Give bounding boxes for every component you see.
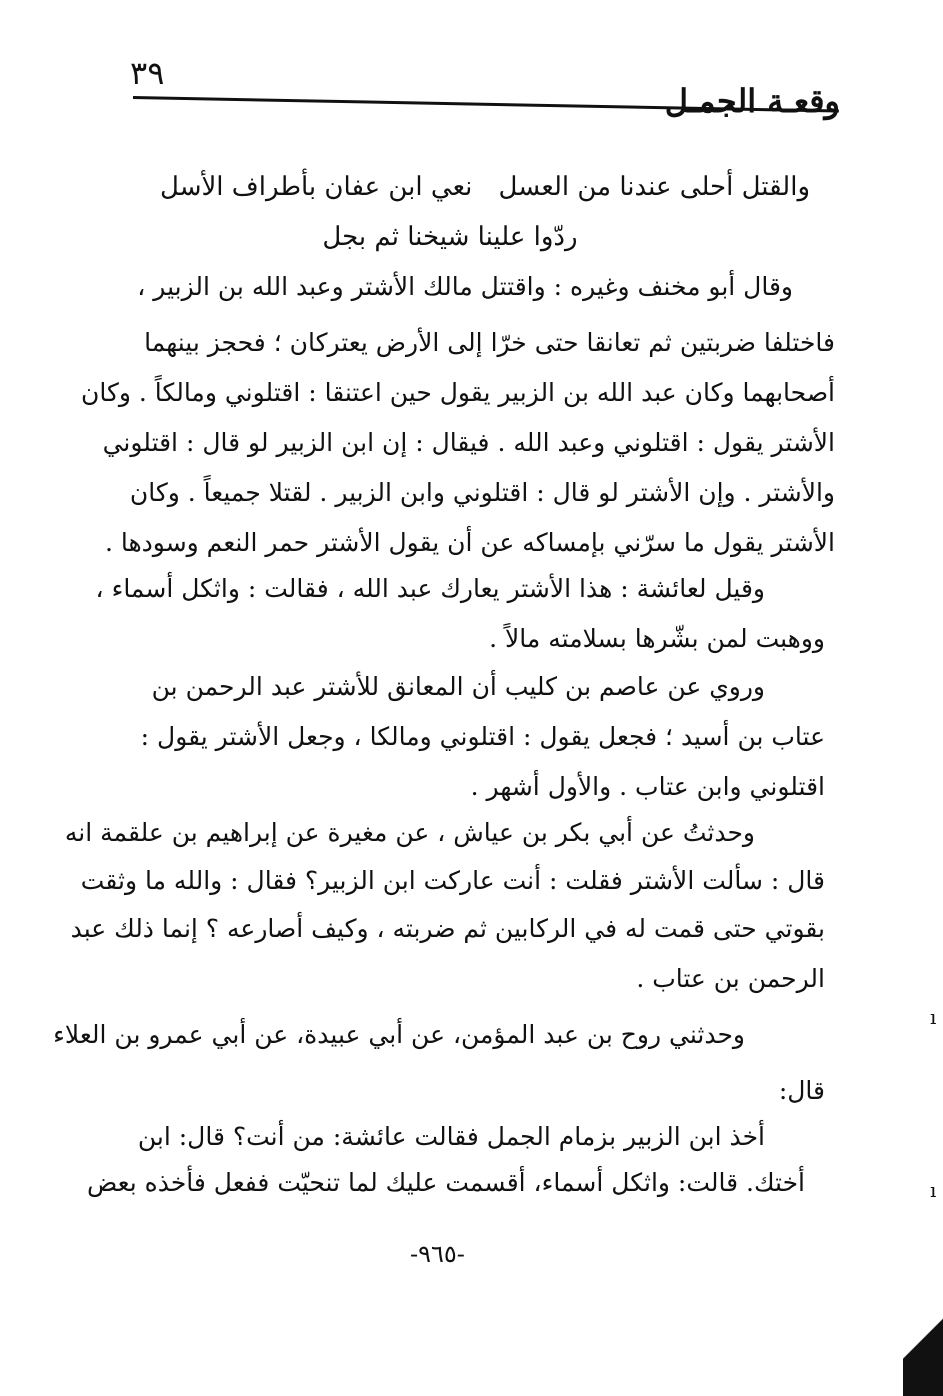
text-line: وقيل لعائشة : هذا الأشتر يعارك عبد الله ، فقالت : واثكل أسماء ، bbox=[95, 574, 765, 603]
text-line: أصحابهما وكان عبد الله بن الزبير يقول حين اعتنقا : اقتلوني ومالكاً . وكان bbox=[80, 378, 835, 407]
header-page-number: ٣٩ bbox=[130, 54, 165, 92]
text-line: وحدثني روح بن عبد المؤمن، عن أبي عبيدة، عن أبي عمرو بن العلاء bbox=[53, 1020, 745, 1049]
text-line: الأشتر يقول ما سرّني بإمساكه عن أن يقول الأشتر حمر النعم وسودها . bbox=[104, 528, 835, 557]
poem-hemistich-left: نعي ابن عفان بأطراف الأسل bbox=[160, 172, 473, 202]
poem-verse-1 bbox=[160, 172, 810, 202]
text-line: اقتلوني وابن عتاب . والأول أشهر . bbox=[470, 772, 825, 801]
text-line: ووهبت لمن بشّرها بسلامته مالاً . bbox=[489, 624, 825, 653]
text-line: أخذ ابن الزبير بزمام الجمل فقالت عائشة: من أنت؟ قال: ابن bbox=[137, 1122, 765, 1151]
text-line: بقوتي حتى قمت له في الركابين ثم ضربته ، وكيف أصارعه ؟ إنما ذلك عبد bbox=[70, 914, 825, 943]
text-line: الأشتر يقول : اقتلوني وعبد الله . فيقال : إن ابن الزبير لو قال : اقتلوني bbox=[102, 428, 835, 457]
margin-mark: ı bbox=[930, 1005, 937, 1029]
footer-page-number: -٩٦٥- bbox=[410, 1240, 465, 1268]
text-line: والأشتر . وإن الأشتر لو قال : اقتلوني وابن الزبير . لقتلا جميعاً . وكان bbox=[129, 478, 835, 507]
text-line: الرحمن بن عتاب . bbox=[636, 964, 825, 993]
text-line: عتاب بن أسيد ؛ فجعل يقول : اقتلوني ومالكا ، وجعل الأشتر يقول : bbox=[140, 722, 825, 751]
text-line: وحدثتُ عن أبي بكر بن عياش ، عن مغيرة عن إبراهيم بن علقمة انه bbox=[64, 818, 755, 847]
text-line: أختك. قالت: واثكل أسماء، أقسمت عليك لما تنحيّت ففعل فأخذه بعض bbox=[87, 1168, 805, 1197]
poem-verse-2: ردّوا علينا شيخنا ثم بجل bbox=[322, 222, 578, 252]
poem-hemistich-right: والقتل أحلى عندنا من العسل bbox=[498, 172, 810, 202]
text-line: وروي عن عاصم بن كليب أن المعانق للأشتر عبد الرحمن بن bbox=[151, 672, 765, 701]
text-line: وقال أبو مخنف وغيره : واقتتل مالك الأشتر وعبد الله بن الزبير ، bbox=[137, 272, 793, 301]
text-line: قال : سألت الأشتر فقلت : أنت عاركت ابن الزبير؟ فقال : والله ما وثقت bbox=[80, 866, 825, 895]
margin-mark: ı bbox=[930, 1178, 937, 1202]
running-header-title: وقعـة الجمـل bbox=[664, 82, 840, 120]
text-line: قال: bbox=[778, 1076, 825, 1105]
scan-edge-shadow bbox=[903, 1306, 943, 1396]
text-line: فاختلفا ضربتين ثم تعانقا حتى خرّا إلى الأرض يعتركان ؛ فحجز بينهما bbox=[144, 328, 835, 357]
